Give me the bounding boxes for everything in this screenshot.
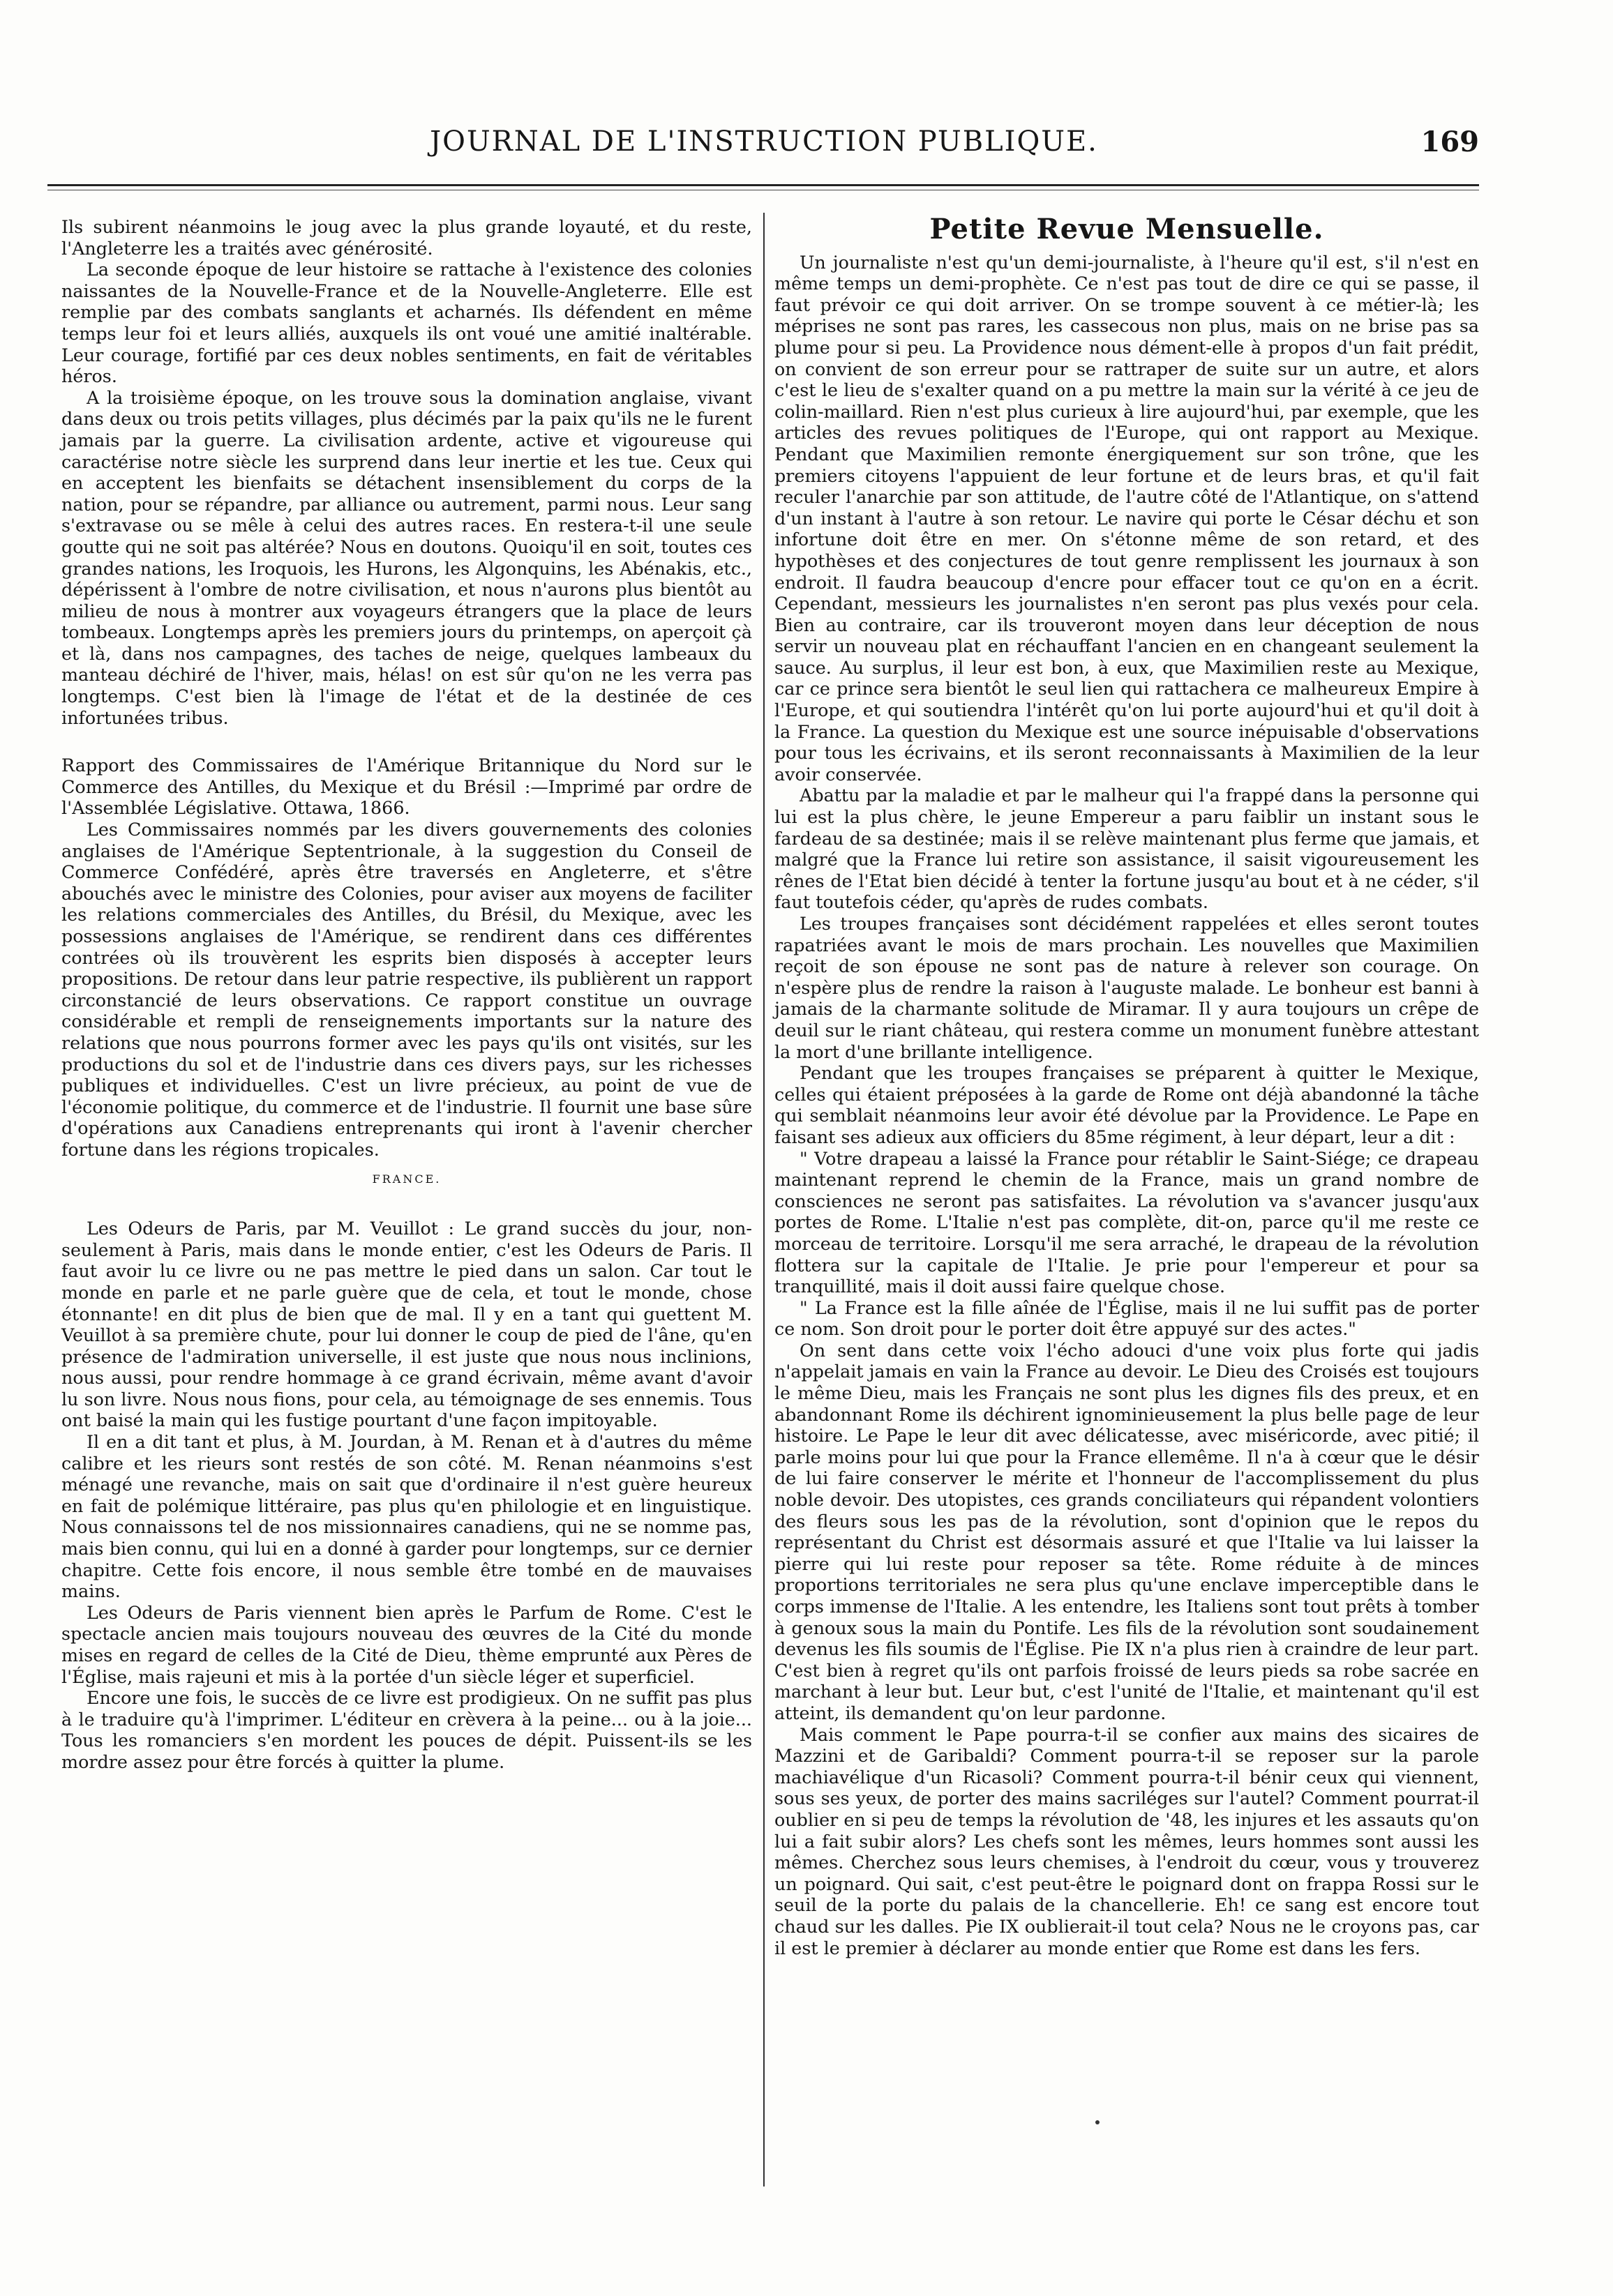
paragraph: Ils subirent néanmoins le joug avec la plus grande loyauté, et du reste, l'Angleterre les a traités avec générosité. (61, 216, 752, 259)
paragraph: Les troupes françaises sont décidément rappelées et elles seront toutes rapatriées avant le mois de mars prochain. Les nouvelles que Maximilien reçoit de son épouse ne sont pas de nature à relever son courage. On n'espère plus de rendre la raison à l'auguste malade. Le bonheur est banni à jamais de la charmante solitude de Miramar. Il y aura toujours un crêpe de deuil sur le riant château, qui restera comme un monument funèbre attestant la mort d'une brillante intelligence. (774, 913, 1479, 1062)
quote-paragraph: " Votre drapeau a laissé la France pour rétablir le Saint-Siége; ce drapeau maintenant reprend le chemin de la France, mais un grand nombre de consciences ne seront pas satisfaites. La révolution va s'avancer jusqu'aux portes de Rome. L'Italie n'est pas complète, dit-on, parce qu'il me reste ce morceau de territoire. Lorsqu'il me sera arraché, le drapeau de la révolution flottera sur la capitale de l'Italie. Je prie pour l'empereur et pour sa tranquillité, mais il doit aussi faire quelque chose. (774, 1147, 1479, 1297)
left-column (61, 216, 752, 1773)
report-citation: Rapport des Commissaires de l'Amérique Britannique du Nord sur le Commerce des Antilles, du Mexique et du Brésil :—Imprimé par ordre de l'Assemblée Législative. Ottawa, 1866. (61, 755, 752, 819)
column-divider (763, 213, 765, 2187)
paragraph: Les Commissaires nommés par les divers gouvernements des colonies anglaises de l'Amérique Septentrionale, à la suggestion du Conseil de Commerce Confédéré, après être traversés en Angleterre, et s'être abouchés avec le ministre des Colonies, pour aviser aux moyens de faciliter les relations commerciales des Antilles, du Brésil, du Mexique, avec les possessions anglaises de l'Amérique, se rendirent dans ces différentes contrées où ils trouvèrent les esprits bien disposés à accepter leurs propositions. De retour dans leur patrie respective, ils publièrent un rapport circonstancié de leurs observations. Ce rapport constitue un ouvrage considérable et rempli de renseignements importants sur la nature des relations que nous pourrons former avec les pays qu'ils ont visités, sur les productions du sol et de l'industrie dans ces divers pays, sur les richesses publiques et individuelles. C'est un livre précieux, au point de vue de l'économie politique, du commerce et de l'industrie. Il fournit une base sûre d'opérations aux Canadiens entreprenants qui iront à l'avenir chercher fortune dans les régions tropicales. (61, 819, 752, 1160)
quote-paragraph: " La France est la fille aînée de l'Église, mais il ne lui suffit pas de porter ce nom. Son droit pour le porter doit être appuyé sur des actes." (774, 1297, 1479, 1340)
paragraph: A la troisième époque, on les trouve sous la domination anglaise, vivant dans deux ou trois petits villages, plus décimés par la paix qu'ils ne le furent jamais par la guerre. La civilisation ardente, active et vigoureuse qui caractérise notre siècle les surprend dans leur inertie et les tue. Ceux qui en acceptent les bienfaits se détachent insensiblement du corps de la nation, pour se répandre, par alliance ou autrement, parmi nous. Leur sang s'extravase ou se mêle à celui des autres races. En restera-t-il une seule goutte qui ne soit pas altérée? Nous en doutons. Quoiqu'il en soit, toutes ces grandes nations, les Iroquois, les Hurons, les Algonquins, les Abénakis, etc., dépérissent à l'ombre de notre civilisation, et nous n'aurons plus bientôt au milieu de nous à montrer aux voyageurs étrangers que la place de leurs tombeaux. Longtemps après les premiers jours du printemps, on aperçoit çà et là, dans nos campagnes, des taches de neige, quelques lambeaux du manteau déchiré de l'hiver, mais, hélas! on est sûr qu'on ne les verra pas longtemps. C'est bien là l'image de l'état et de la destinée de ces infortunées tribus. (61, 386, 752, 728)
page-header (49, 126, 1479, 167)
paragraph: Les Odeurs de Paris viennent bien après le Parfum de Rome. C'est le spectacle ancien mais toujours nouveau des œuvres de la Cité du monde mises en regard de celles de la Cité de Dieu, thème emprunté aux Pères de l'Église, mais rajeuni et mis à la portée d'un siècle léger et superficiel. (61, 1601, 752, 1687)
paragraph: Un journaliste n'est qu'un demi-journaliste, à l'heure qu'il est, s'il n'est en même temps un demi-prophète. Ce n'est pas tout de dire ce qui se passe, il faut prévoir ce qui doit arriver. On se trompe souvent à ce métier-là; les méprises ne sont pas rares, les cassecous non plus, mais on ne brise pas sa plume pour si peu. La Providence nous dément-elle à propos d'un fait prédit, on convient de son erreur pour se rattraper de suite sur un autre, et alors c'est le lieu de s'exalter quand on a pu mettre la main sur la vérité à ce jeu de colin-maillard. Rien n'est plus curieux à lire aujourd'hui, par exemple, que les articles des revues politiques de l'Europe, qui ont rapport au Mexique. Pendant que Maximilien remonte énergiquement sur son trône, que les premiers citoyens l'appuient de leur fortune et de leurs bras, et qu'il fait reculer l'anarchie par son attitude, de l'autre côté de l'Atlantique, on s'attend d'un instant à l'autre à son retour. Le navire qui porte le César déchu et son infortune doit être en mer. On s'étonne même de son retard, et des hypothèses et des conjectures de tout genre remplissent les journaux à son endroit. Il faudra beaucoup d'encre pour effacer tout ce qu'on en a écrit. Cependant, messieurs les journalistes n'en seront pas plus vexés pour cela. Bien au contraire, car ils trouveront moyen dans leur déception de nous servir un nouveau plat en réchauffant l'ancien en en changeant seulement la sauce. Au surplus, il leur est bon, à eux, que Maximilien reste au Mexique, car ce prince sera bientôt le seul lien qui rattachera ce malheureux Empire à l'Europe, et qui soutiendra l'intérêt qu'on lui porte aujourd'hui et qu'il doit à la France. La question du Mexique est une source inépuisable d'observations pour tous les écrivains, et ils seront reconnaissants à Maximilien de la leur avoir conservée. (774, 251, 1479, 785)
paragraph: Les Odeurs de Paris, par M. Veuillot : Le grand succès du jour, non-seulement à Paris, mais dans le monde entier, c'est les Odeurs de Paris. Il faut avoir lu ce livre ou ne pas mettre le pied dans un salon. Car tout le monde en parle et ne parle guère que de cela, et tout le monde, chose étonnante! en dit plus de bien que de mal. Il y en a tant qui guettent M. Veuillot à sa première chute, pour lui donner le coup de pied de l'âne, qu'en présence de l'admiration universelle, il est juste que nous nous inclinions, nous aussi, pour rendre hommage à ce grand écrivain, même avant d'avoir lu son livre. Nous nous fions, pour cela, au témoignage de ses ennemis. Tous ont baisé la main qui les fustige pourtant d'une façon impitoyable. (61, 1218, 752, 1431)
paragraph: On sent dans cette voix l'écho adouci d'une voix plus forte qui jadis n'appelait jamais en vain la France au devoir. Le Dieu des Croisés est toujours le même Dieu, mais les Français ne sont plus les dignes fils des preux, et en abandonnant Rome ils déchirent ignominieusement la plus belle page de leur histoire. Le Pape le leur dit avec délicatesse, avec miséricorde, avec pitié; il parle moins pour lui que pour la France ellemême. Il n'a à cœur que le désir de lui faire conserver le mérite et l'honneur de l'accomplissement du plus noble devoir. Des utopistes, ces grands conciliateurs qui répandent volontiers des fleurs sous les pas de la révolution, sont d'opinion que le repos du représentant du Christ est désormais assuré et que l'Italie va lui laisser la pierre qui lui reste pour reposer sa tête. Rome réduite à de minces proportions territoriales ne sera plus qu'une enclave imperceptible dans le corps immense de l'Italie. A les entendre, les Italiens sont tout prêts à tomber à genoux sous la main du Pontife. Les fils de la révolution sont soudainement devenus les fils soumis de l'Église. Pie IX n'a plus rien à craindre de leur part. C'est bien à regret qu'ils ont parfois froissé de leurs pieds sa robe sacrée en marchant à leur but. Leur but, c'est l'unité de l'Italie, et maintenant qu'il est atteint, ils demandent qu'on leur pardonne. (774, 1339, 1479, 1723)
section-heading-france: FRANCE. (372, 1172, 442, 1186)
section-title: Petite Revue Mensuelle. (929, 213, 1324, 246)
right-column (774, 213, 1479, 1958)
paragraph: La seconde époque de leur histoire se rattache à l'existence des colonies naissantes de la Nouvelle-France et de la Nouvelle-Angleterre. Elle est remplie par des combats sanglants et acharnés. Ils défendent en même temps leur foi et leurs alliés, auxquels ils ont voué une amitié inaltérable. Leur courage, fortifié par ces deux nobles sentiments, en fait de véritables héros. (61, 259, 752, 387)
paragraph: Pendant que les troupes françaises se préparent à quitter le Mexique, celles qui étaient préposées à la garde de Rome ont déjà abandonné la tâche qui semblait néanmoins leur avoir été dévolue par la Providence. Le Pape en faisant ses adieux aux officiers du 85me régiment, à leur départ, leur a dit : (774, 1062, 1479, 1147)
ink-dot (1095, 2120, 1100, 2124)
page-number: 169 (1420, 126, 1479, 158)
paragraph: Encore une fois, le succès de ce livre est prodigieux. On ne suffit pas plus à le traduire qu'à l'imprimer. L'éditeur en crèvera à la peine... ou à la joie... Tous les romanciers s'en mordent les pouces de dépit. Puissent-ils se les mordre assez pour être forcés à quitter la plume. (61, 1687, 752, 1772)
paragraph: Il en a dit tant et plus, à M. Jourdan, à M. Renan et à d'autres du même calibre et les rieurs sont restés de son côté. M. Renan néanmoins s'est ménagé une revanche, mais on sait que d'ordinaire il n'est guère heureux en fait de polémique littéraire, pas plus qu'en philologie et en linguistique. Nous connaissons tel de nos missionnaires canadiens, qui ne se nomme pas, mais bien connu, qui lui en a donné à garder pour longtemps, sur ce dernier chapitre. Cette fois encore, il nous semble être tombé en de mauvaises mains. (61, 1431, 752, 1602)
paragraph: Mais comment le Pape pourra-t-il se confier aux mains des sicaires de Mazzini et de Garibaldi? Comment pourra-t-il se reposer sur la parole machiavélique d'un Ricasoli? Comment pourra-t-il bénir ceux qui viennent, sous ses yeux, de porter des mains sacriléges sur l'autel? Comment pourrat-il oublier en si peu de temps la révolution de '48, les injures et les assauts qu'on lui a fait subir alors? Les chefs sont les mêmes, leurs hommes sont aussi les mêmes. Cherchez sous leurs chemises, à l'endroit du cœur, vous y trouverez un poignard. Qui sait, c'est peut-être le poignard dont on frappa Rossi sur le seuil de la porte du palais de la chancellerie. Eh! ce sang est encore tout chaud sur les dalles. Pie IX oublierait-il tout cela? Nous ne le croyons pas, car il est le premier à déclarer au monde entier que Rome est dans les fers. (774, 1723, 1479, 1958)
paragraph: Abattu par la maladie et par le malheur qui l'a frappé dans la personne qui lui est la plus chère, le jeune Empereur a paru faiblir un instant sous le fardeau de sa destinée; mais il se relève maintenant plus ferme que jamais, et malgré que la France lui retire son assistance, il saisit vigoureusement les rênes de l'Etat bien décidé à tenter la fortune jusqu'au bout et à ne céder, s'il faut toutefois céder, qu'après de rudes combats. (774, 785, 1479, 913)
header-rule-thick (47, 184, 1479, 186)
running-title: JOURNAL DE L'INSTRUCTION PUBLIQUE. (430, 126, 1098, 158)
